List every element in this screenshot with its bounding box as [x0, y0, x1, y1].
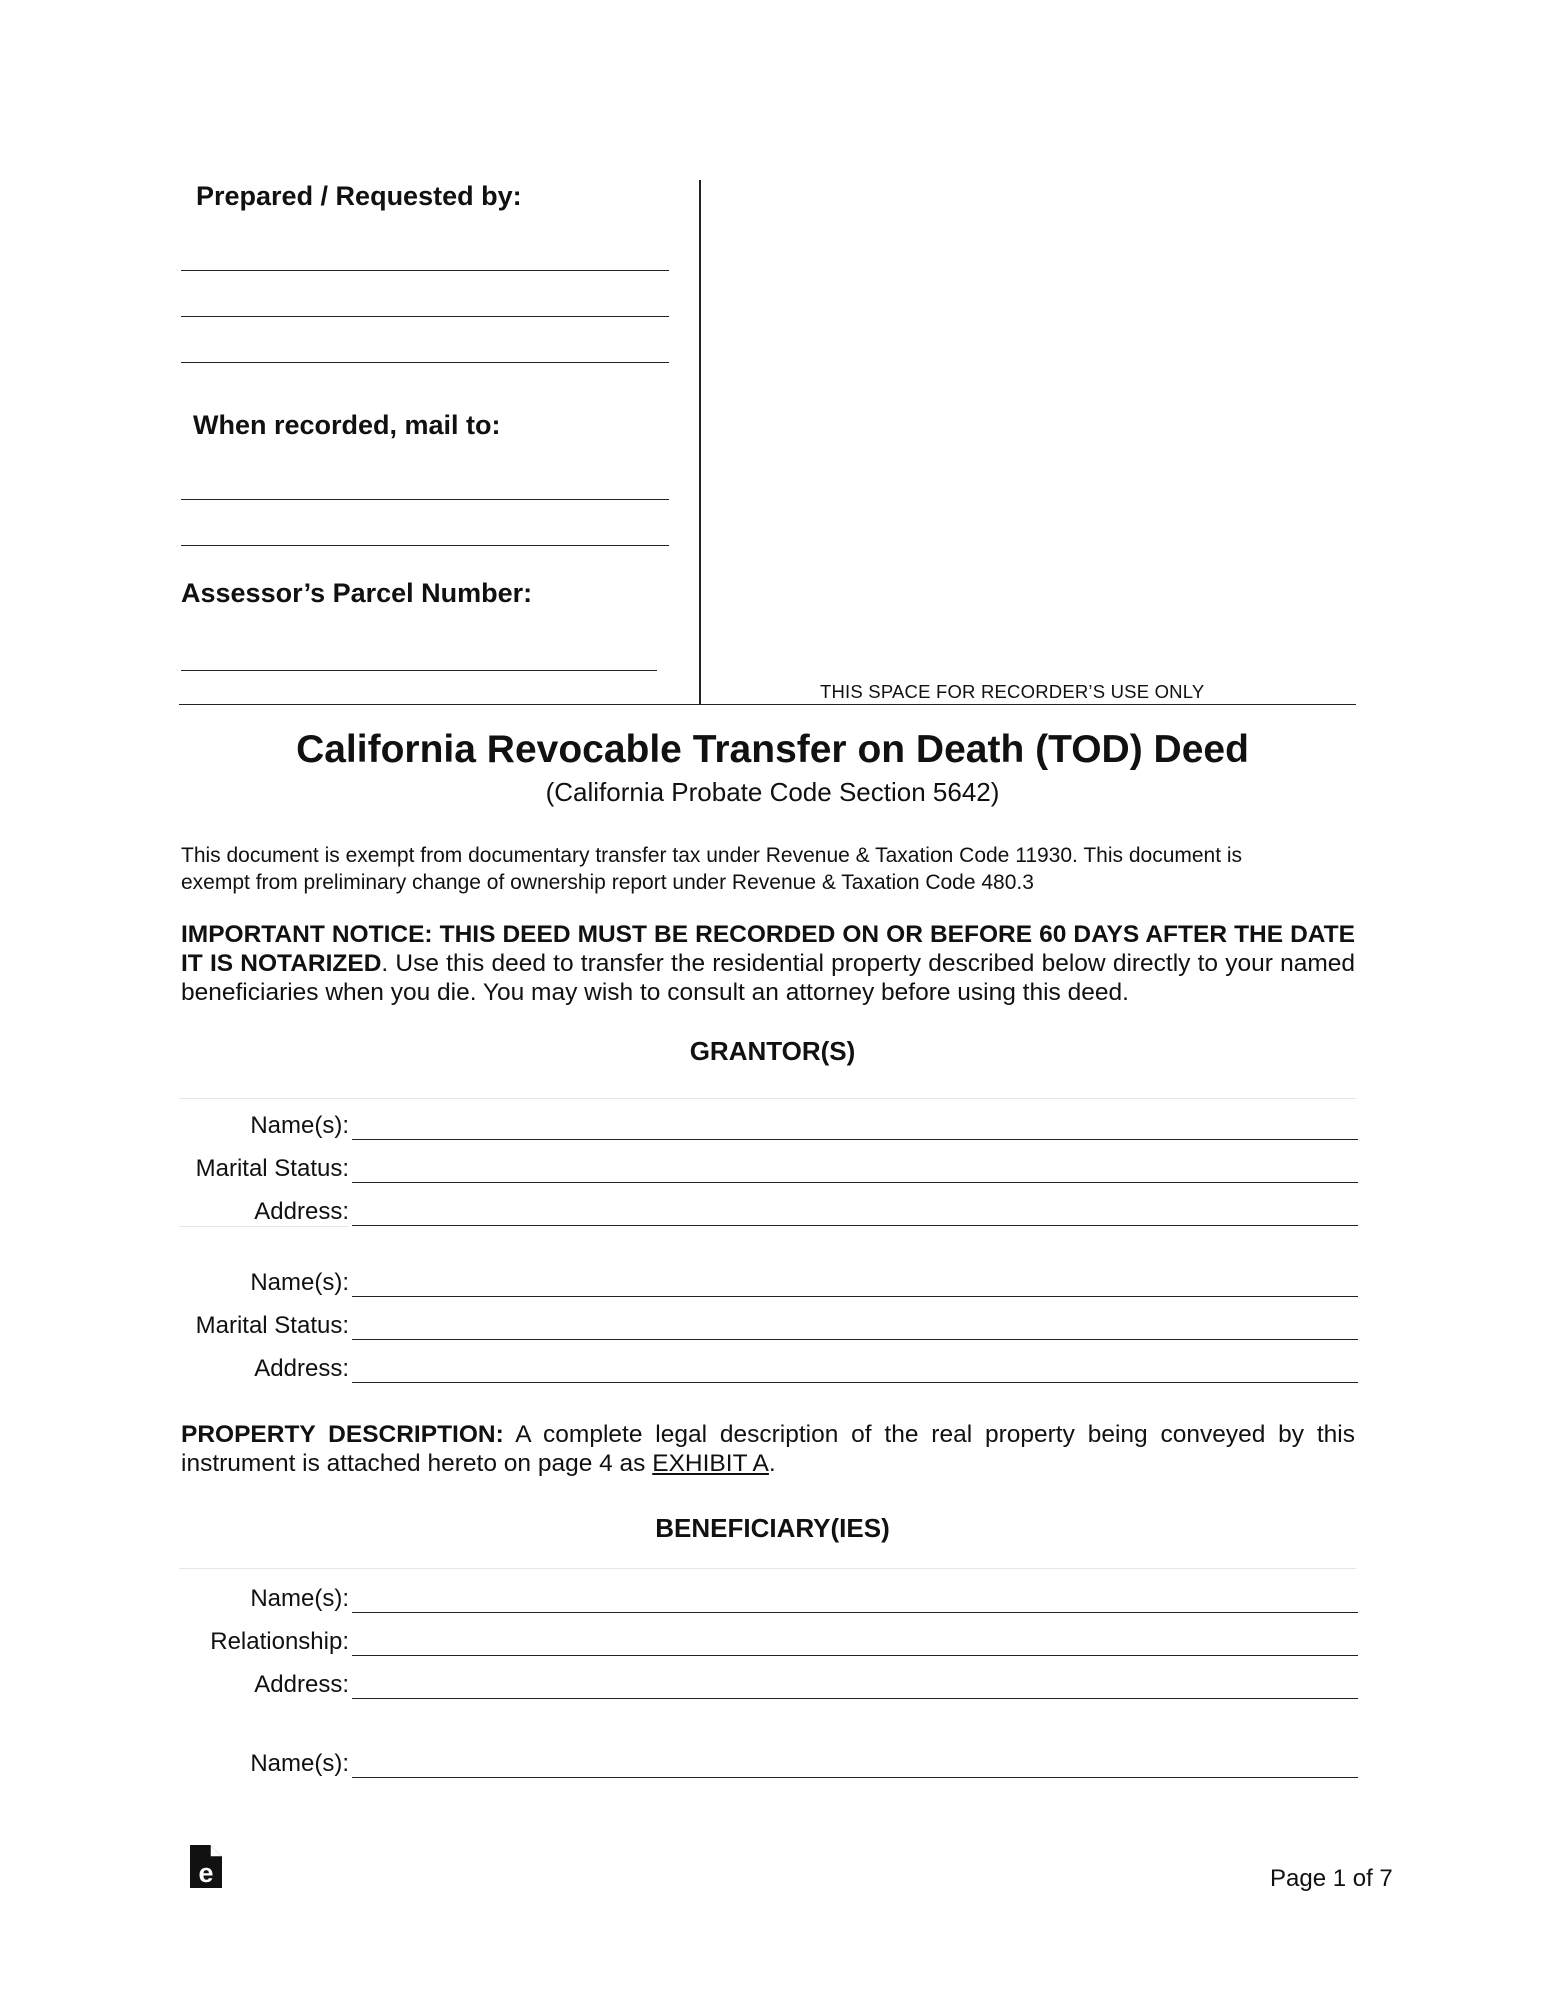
exempt-line-2: exempt from preliminary change of ownership report under Revenue & Taxation Code 480.3	[181, 871, 1034, 894]
apn-line[interactable]	[181, 670, 657, 671]
prepared-by-line-3[interactable]	[181, 362, 669, 363]
grantors-heading: GRANTOR(S)	[689, 1036, 856, 1066]
document-title: California Revocable Transfer on Death (TOD) Deed	[296, 728, 1249, 771]
beneficiary-1-names-field[interactable]	[352, 1612, 1358, 1613]
property-text: A complete legal description of the real property being conveyed by this instrument is attached hereto on page 4 as	[181, 1421, 1355, 1477]
grantor-1-address-label: Address:	[254, 1198, 349, 1225]
page-number: Page 1 of 7	[1270, 1865, 1393, 1892]
prepared-by-label: Prepared / Requested by:	[196, 181, 522, 211]
mail-to-label: When recorded, mail to:	[193, 410, 501, 440]
document-subtitle: (California Probate Code Section 5642)	[545, 777, 1000, 807]
mail-to-line-2[interactable]	[181, 545, 669, 546]
eforms-logo-icon	[188, 1843, 224, 1890]
header-bottom-rule	[179, 704, 1356, 705]
beneficiary-1-relationship-label: Relationship:	[210, 1628, 349, 1655]
mail-to-line-1[interactable]	[181, 499, 669, 500]
grantor-1-address-field[interactable]	[352, 1225, 1358, 1226]
grantor-2-names-field[interactable]	[352, 1296, 1358, 1297]
notice-bold: IMPORTANT NOTICE: THIS DEED MUST BE RECORDED ON OR BEFORE 60 DAYS AFTER THE DATE IT IS NOTARIZED	[181, 921, 1355, 977]
exhibit-a-link[interactable]: EXHIBIT A	[652, 1450, 769, 1477]
grantor-2-address-field[interactable]	[352, 1382, 1358, 1383]
grantor-1-marital-field[interactable]	[352, 1182, 1358, 1183]
beneficiary-1-address-field[interactable]	[352, 1698, 1358, 1699]
grantor-1-names-label: Name(s):	[250, 1112, 349, 1139]
prepared-by-line-2[interactable]	[181, 316, 669, 317]
grantor-2-address-label: Address:	[254, 1355, 349, 1382]
logo-letter: e	[198, 1858, 214, 1888]
beneficiary-1-names-label: Name(s):	[250, 1585, 349, 1612]
grantor-1-names-field[interactable]	[352, 1139, 1358, 1140]
property-text-end: .	[768, 1450, 776, 1477]
grantor-1-bottom-rule	[179, 1226, 349, 1227]
grantor-2-names-label: Name(s):	[250, 1269, 349, 1296]
apn-label: Assessor’s Parcel Number:	[181, 578, 533, 608]
notice-text: . Use this deed to transfer the residential property described below directly to your named beneficiaries when you die. You may wish to consult an attorney before using this deed.	[181, 950, 1355, 1006]
beneficiary-1-relationship-field[interactable]	[352, 1655, 1358, 1656]
grantor-2-marital-field[interactable]	[352, 1339, 1358, 1340]
beneficiary-2-names-label: Name(s):	[250, 1750, 349, 1777]
grantor-1-marital-label: Marital Status:	[195, 1155, 349, 1182]
recorder-note: THIS SPACE FOR RECORDER’S USE ONLY	[820, 681, 1205, 702]
important-notice	[181, 920, 1355, 1007]
grantor-2-marital-label: Marital Status:	[195, 1312, 349, 1339]
prepared-by-line-1[interactable]	[181, 270, 669, 271]
beneficiary-2-names-field[interactable]	[352, 1777, 1358, 1778]
exempt-paragraph	[181, 842, 1355, 896]
property-bold: PROPERTY DESCRIPTION:	[181, 1421, 504, 1448]
beneficiary-1-address-label: Address:	[254, 1671, 349, 1698]
grantors-top-rule	[179, 1098, 1356, 1099]
beneficiaries-top-rule	[179, 1568, 1356, 1569]
property-description	[181, 1420, 1355, 1478]
recorder-divider	[699, 180, 701, 704]
beneficiaries-heading: BENEFICIARY(IES)	[655, 1513, 890, 1543]
exempt-line-1: This document is exempt from documentary transfer tax under Revenue & Taxation Code 11930. This document is	[181, 844, 1243, 867]
